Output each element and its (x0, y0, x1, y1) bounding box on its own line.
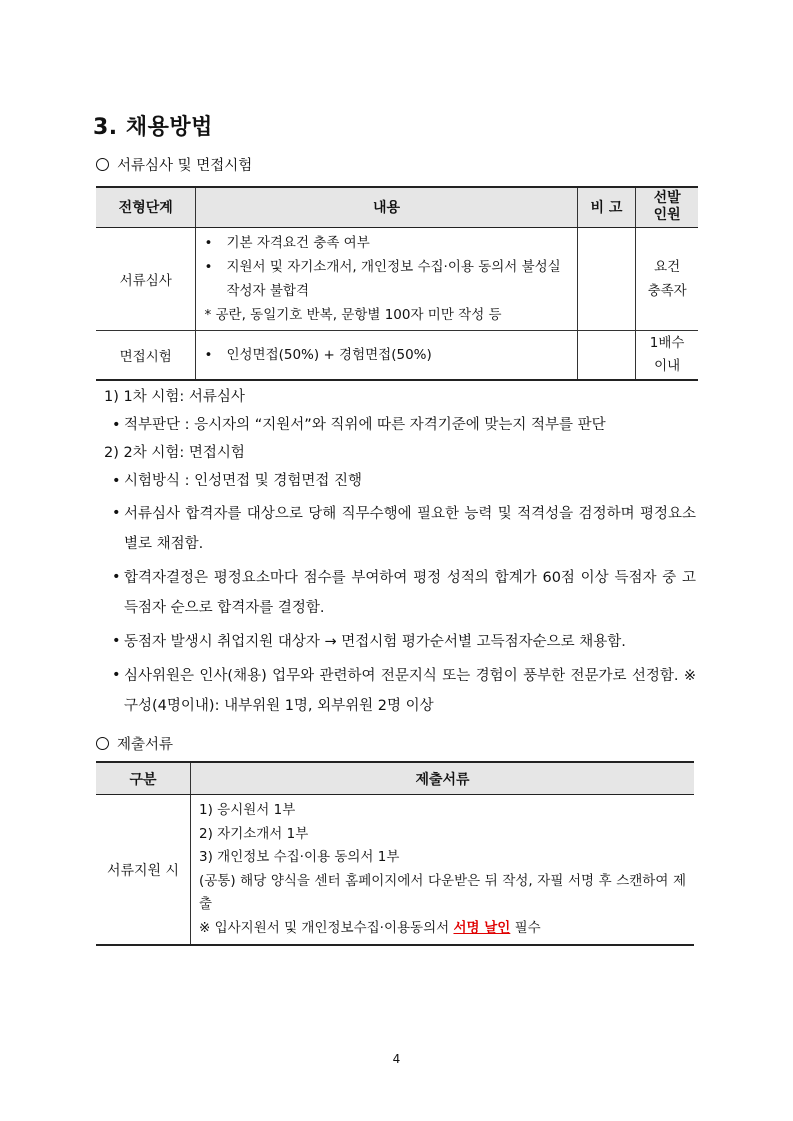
table-row (96, 227, 698, 330)
note-text: * 공란, 동일기호 반복, 문항별 100자 미만 작성 등 (204, 306, 502, 323)
table-row (96, 795, 694, 946)
emphasis-text: 서명 날인 (453, 919, 511, 936)
stage-cell: 면접시험 (96, 330, 196, 380)
list-item: • 합격자결정은 평정요소마다 점수를 부여하여 평정 성적의 합계가 60점 이상 득점자 중 고득점자 순으로 합격자를 결정함. (112, 569, 696, 616)
list-item: • 적부판단 : 응시자의 “지원서”와 직위에 따른 자격기준에 맞는지 적부를 판단 (112, 417, 606, 433)
list-item: • 심사위원은 인사(채용) 업무와 관련하여 전문지식 또는 경험이 풍부한 전문가로 선정함. ※ 구성(4명이내): 내부위원 1명, 외부위원 2명 이상 (112, 667, 696, 714)
list-item: • 인성면접(50%) + 경험면접(50%) (204, 346, 432, 363)
subsection-heading-documents (96, 733, 173, 754)
col-header-selection: 선발 인원 (636, 187, 698, 227)
selection-process-table (96, 186, 698, 381)
content-cell (196, 227, 577, 330)
list-item: • 기본 자격요건 충족 여부 (204, 234, 370, 251)
selection-cell: 요건 충족자 (636, 227, 698, 330)
stage-cell: 서류심사 (96, 227, 196, 330)
col-header-documents: 제출서류 (191, 762, 695, 795)
list-item: • 지원서 및 자기소개서, 개인정보 수집·이용 동의서 불성실 작성자 불합격 (204, 258, 561, 299)
circle-bullet-icon (96, 737, 109, 750)
col-header-remark: 비 고 (577, 187, 636, 227)
documents-cell (191, 795, 695, 946)
procedure-list (104, 383, 696, 721)
selection-cell: 1배수 이내 (636, 330, 698, 380)
circle-bullet-icon (96, 158, 109, 171)
col-header-content: 내용 (196, 187, 577, 227)
list-item: (공통) 해당 양식을 센터 홈페이지에서 다운받은 뒤 작성, 자필 서명 후 스캔하여 제출 (199, 872, 686, 912)
page-number: 4 (392, 1052, 401, 1066)
list-item: • 동점자 발생시 취업지원 대상자 → 면접시험 평가순서별 고득점자순으로 채용함. (112, 633, 626, 650)
col-header-category: 구분 (96, 762, 191, 795)
heading-text: 제출서류 (117, 737, 174, 753)
section-title: 3. 채용방법 (93, 115, 213, 140)
documents-table (96, 761, 694, 946)
remark-cell (577, 330, 636, 380)
list-item: 1) 응시원서 1부 (199, 802, 296, 818)
list-item: • 서류심사 합격자를 대상으로 당해 직무수행에 필요한 능력 및 적격성을 검정하며 평정요소별로 채점함. (112, 505, 696, 552)
table-row (96, 330, 698, 380)
requirement-note: ※ 입사지원서 및 개인정보수집·이용동의서 서명 날인 필수 (199, 919, 541, 936)
col-header-stage: 전형단계 (96, 187, 196, 227)
list-item: • 시험방식 : 인성면접 및 경험면접 진행 (112, 473, 363, 489)
heading-text: 서류심사 및 면접시험 (117, 158, 253, 174)
remark-cell (577, 227, 636, 330)
list-item: 2) 자기소개서 1부 (199, 825, 309, 842)
category-cell: 서류지원 시 (96, 795, 191, 946)
content-cell (196, 330, 577, 380)
subsection-heading-screening (96, 154, 252, 175)
list-item: 1) 1차 시험: 서류심사 (104, 389, 245, 405)
list-item: 2) 2차 시험: 면접시험 (104, 445, 245, 461)
list-item: 3) 개인정보 수집·이용 동의서 1부 (199, 849, 400, 865)
